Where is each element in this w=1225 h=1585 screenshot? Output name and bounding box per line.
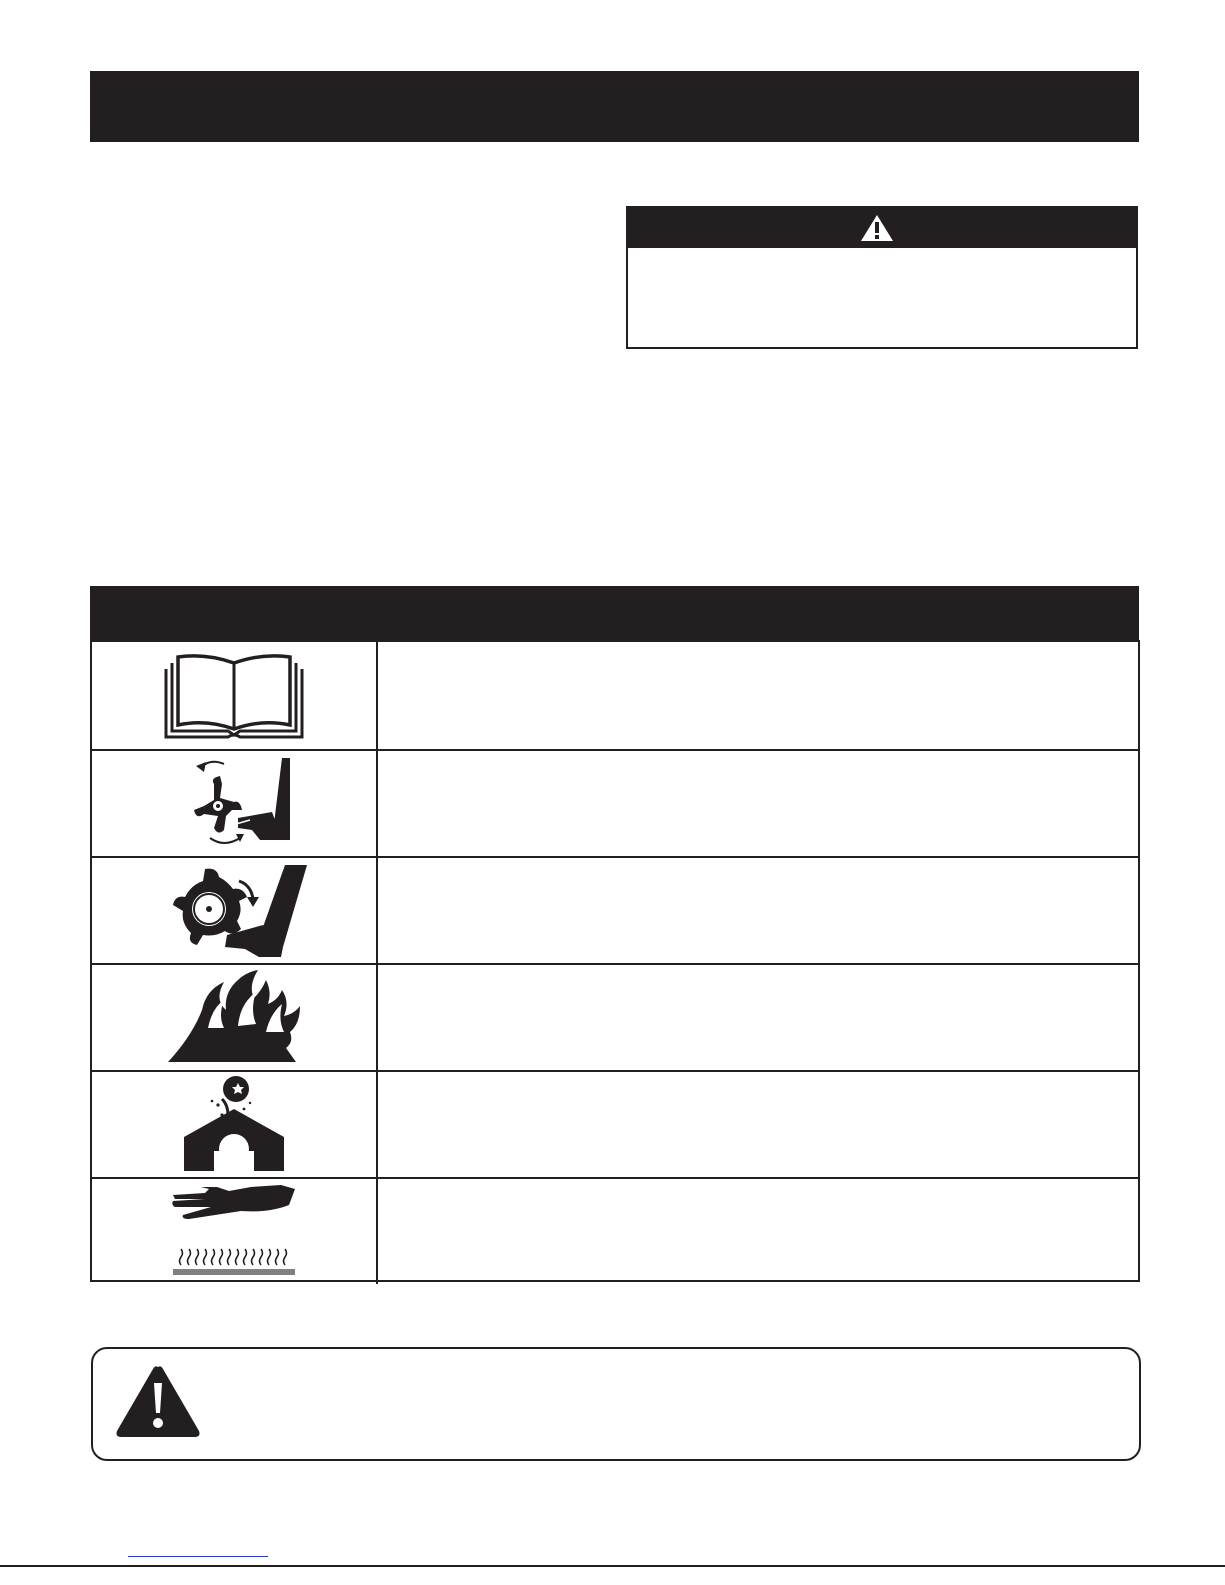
footer-link-underline[interactable] <box>128 1556 268 1557</box>
warning-box <box>626 206 1138 349</box>
safety-alert-icon <box>113 1363 203 1439</box>
symbol-cell <box>92 1177 378 1284</box>
rotating-blade-foot-icon <box>159 863 309 957</box>
read-manual-icon <box>162 653 306 739</box>
symbols-table <box>90 640 1140 1282</box>
section-header-bar <box>90 71 1139 142</box>
table-row <box>92 749 1138 858</box>
warning-header <box>628 208 1136 248</box>
fire-icon <box>166 970 302 1064</box>
warning-triangle-icon <box>860 214 894 242</box>
symbol-cell <box>92 856 378 963</box>
tine-entanglement-icon <box>174 754 294 852</box>
toxic-fumes-icon <box>182 1075 286 1173</box>
symbols-table-header <box>90 586 1139 640</box>
table-row <box>92 1070 1138 1179</box>
symbol-cell <box>92 963 378 1070</box>
table-row <box>92 856 1138 965</box>
symbol-cell <box>92 749 378 856</box>
table-row <box>92 642 1138 751</box>
symbol-cell <box>92 642 378 749</box>
table-row <box>92 1177 1138 1284</box>
safety-notice-box <box>91 1347 1141 1461</box>
table-row <box>92 963 1138 1072</box>
hot-surface-icon <box>171 1185 297 1277</box>
warning-body <box>628 248 1136 268</box>
symbol-cell <box>92 1070 378 1177</box>
footer-rule <box>0 1565 1225 1567</box>
